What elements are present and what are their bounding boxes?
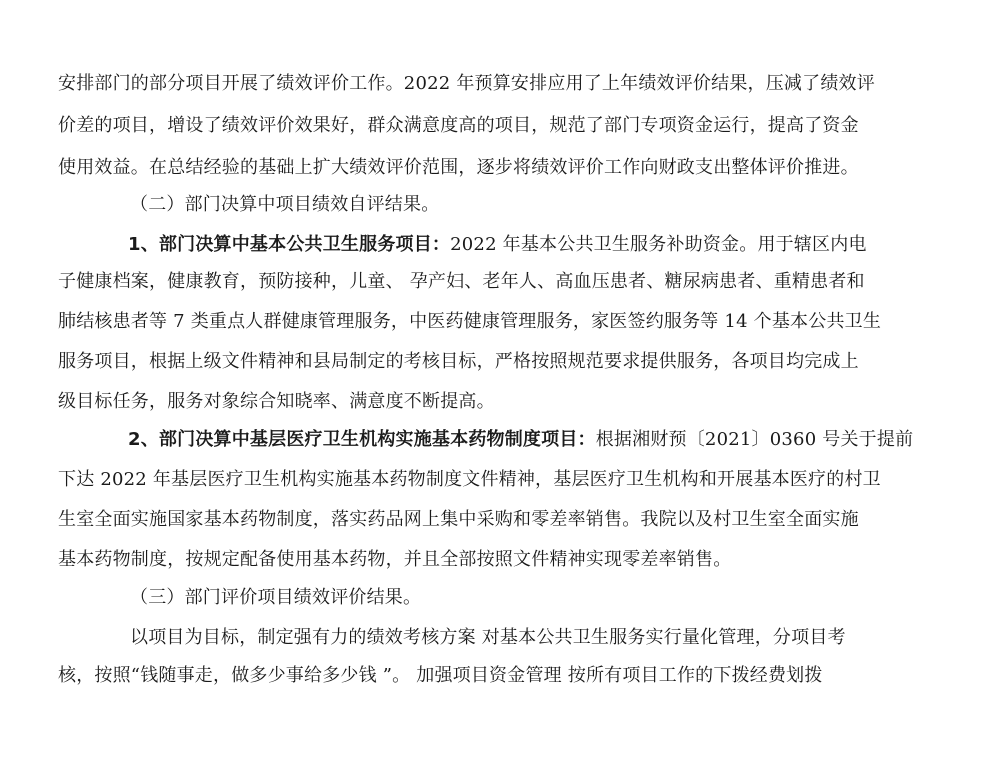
paragraph-2-line-2: 子健康档案，健康教育，预防接种，儿童、 孕产妇、老年人、高血压患者、糖尿病患者、重精患者和	[58, 271, 865, 292]
paragraph-2-line-5: 级目标任务，服务对象综合知晓率、满意度不断提高。	[58, 391, 495, 412]
paragraph-1-line-1: 安排部门的部分项目开展了绩效评价工作。2022 年预算安排应用了上年绩效评价结果，压减了绩效评	[58, 73, 875, 94]
paragraph-3-line-3: 生室全面实施国家基本药物制度，落实药品网上集中采购和零差率销售。我院以及村卫生室全面实施	[58, 509, 859, 530]
paragraph-2-line-4: 服务项目，根据上级文件精神和县局制定的考核目标，严格按照规范要求提供服务，各项目均完成上	[58, 351, 859, 372]
paragraph-4-line-2: 核，按照“钱随事走，做多少事给多少钱 ”。 加强项目资金管理 按所有项目工作的下拨经费划拨	[58, 665, 823, 686]
paragraph-4-line-1: 以项目为目标，制定强有力的绩效考核方案 对基本公共卫生服务实行量化管理，分项目考	[130, 627, 846, 648]
paragraph-2-line-1-rest: 2022 年基本公共卫生服务补助资金。用于辖区内电	[450, 234, 867, 255]
paragraph-3-line-4: 基本药物制度，按规定配备使用基本药物，并且全部按照文件精神实现零差率销售。	[58, 549, 732, 570]
paragraph-3-line-2: 下达 2022 年基层医疗卫生机构实施基本药物制度文件精神，基层医疗卫生机构和开展基本医疗的村卫	[58, 469, 881, 490]
paragraph-2-line-1	[128, 233, 867, 257]
section-heading-2: （二）部门决算中项目绩效自评结果。	[130, 194, 440, 215]
paragraph-2-line-3: 肺结核患者等 7 类重点人群健康管理服务，中医药健康管理服务，家医签约服务等 14 个基本公共卫生	[58, 311, 882, 332]
paragraph-2-lead: 1、部门决算中基本公共卫生服务项目：	[128, 234, 451, 255]
paragraph-1-line-3: 使用效益。在总结经验的基础上扩大绩效评价范围，逐步将绩效评价工作向财政支出整体评价推进。	[58, 157, 859, 178]
paragraph-3-line-1	[128, 428, 913, 452]
section-heading-3: （三）部门评价项目绩效评价结果。	[130, 587, 422, 608]
paragraph-3-lead: 2、部门决算中基层医疗卫生机构实施基本药物制度项目：	[128, 429, 596, 450]
paragraph-1-line-2: 价差的项目，增设了绩效评价效果好，群众满意度高的项目，规范了部门专项资金运行，提高了资金	[58, 115, 859, 136]
paragraph-3-line-1-rest: 根据湘财预〔2021〕0360 号关于提前	[595, 429, 914, 450]
